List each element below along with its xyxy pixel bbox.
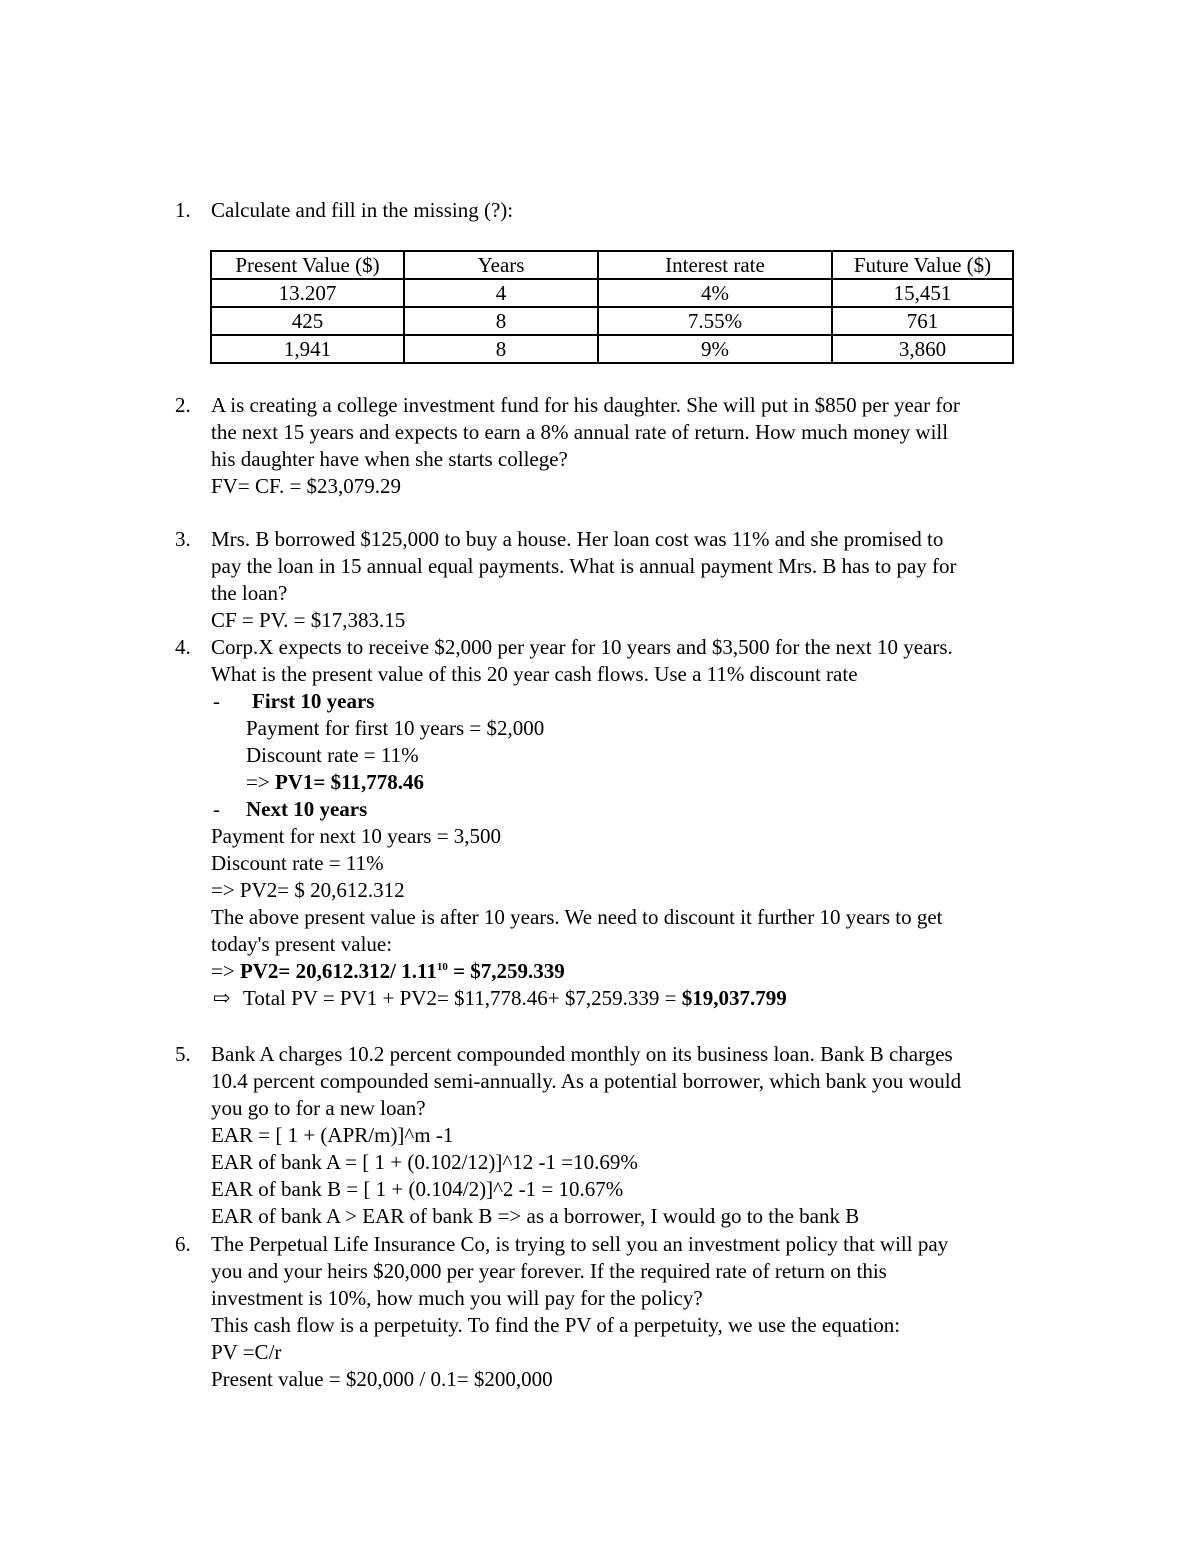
- q1-text: Calculate and fill in the missing (?):: [211, 198, 514, 222]
- q6-answer: Present value = $20,000 / 0.1= $200,000: [211, 1367, 553, 1391]
- total-pv-value: $19,037.799: [681, 986, 787, 1010]
- q2-answer: FV= CF. = $23,079.29: [211, 474, 402, 498]
- q5-formula: EAR = [ 1 + (APR/m)]^m -1: [211, 1123, 454, 1147]
- q6-line: you and your heirs $20,000 per year forever. If the required rate of return on this: [211, 1259, 887, 1283]
- table-header: Present Value ($): [211, 251, 404, 279]
- q5-line: Bank A charges 10.2 percent compounded monthly on its business loan. Bank B charges: [211, 1042, 953, 1066]
- q5-line: you go to for a new loan?: [211, 1096, 426, 1120]
- table-header: Years: [404, 251, 598, 279]
- table-header-row: [211, 251, 1013, 279]
- bullet-dash: -: [213, 797, 220, 821]
- q4-explain-line: today's present value:: [211, 932, 393, 956]
- pv1-value: PV1= $11,778.46: [274, 770, 424, 794]
- pv2-disc-formula: PV2= 20,612.312/ 1.11: [239, 959, 437, 983]
- q5-number: 5.: [175, 1042, 191, 1066]
- table-cell: 8: [404, 307, 598, 335]
- q2-number: 2.: [175, 393, 191, 417]
- bullet-dash: -: [213, 689, 220, 713]
- q6-number: 6.: [175, 1232, 191, 1256]
- q6-line: This cash flow is a perpetuity. To find the PV of a perpetuity, we use the equation:: [211, 1313, 901, 1337]
- total-pv-text: Total PV = PV1 + PV2= $11,778.46+ $7,259.339 =: [243, 986, 682, 1010]
- q5-line: 10.4 percent compounded semi-annually. As a potential borrower, which bank you would: [211, 1069, 962, 1093]
- q4-number: 4.: [175, 635, 191, 659]
- q5-conclusion: EAR of bank A > EAR of bank B => as a borrower, I would go to the bank B: [211, 1204, 860, 1228]
- q3-line: the loan?: [211, 581, 288, 605]
- pv2-disc-prefix: =>: [211, 959, 240, 983]
- total-pv-line: [213, 985, 787, 1012]
- table-cell: 9%: [598, 335, 832, 363]
- q3-answer: CF = PV. = $17,383.15: [211, 608, 406, 632]
- next-payment: Payment for next 10 years = 3,500: [211, 824, 502, 848]
- q2-line: the next 15 years and expects to earn a 8% annual rate of return. How much money will: [211, 420, 949, 444]
- table-cell: 13.207: [211, 279, 404, 307]
- q4-intro-line: Corp.X expects to receive $2,000 per year for 10 years and $3,500 for the next 10 years.: [211, 635, 953, 659]
- pv2-disc-exponent: 10: [436, 961, 448, 973]
- first-payment: Payment for first 10 years = $2,000: [246, 716, 545, 740]
- first-discount-rate: Discount rate = 11%: [246, 743, 419, 767]
- table-cell: 8: [404, 335, 598, 363]
- pv1-result: [246, 769, 424, 796]
- table-header: Future Value ($): [832, 251, 1013, 279]
- next-10-years-heading: Next 10 years: [246, 797, 368, 821]
- table-row: [211, 279, 1013, 307]
- first-10-years-heading: First 10 years: [252, 689, 375, 713]
- arrow-right-icon: ⇨: [213, 986, 231, 1010]
- q6-formula: PV =C/r: [211, 1340, 282, 1364]
- table-cell: 4: [404, 279, 598, 307]
- q2-line: his daughter have when she starts college?: [211, 447, 568, 471]
- pv2-disc-value: = $7,259.339: [447, 959, 565, 983]
- table-cell: 7.55%: [598, 307, 832, 335]
- table-cell: 4%: [598, 279, 832, 307]
- table-row: [211, 307, 1013, 335]
- table-header: Interest rate: [598, 251, 832, 279]
- q4-explain-line: The above present value is after 10 years. We need to discount it further 10 years to get: [211, 905, 943, 929]
- q6-line: investment is 10%, how much you will pay for the policy?: [211, 1286, 703, 1310]
- pv2-result: => PV2= $ 20,612.312: [211, 878, 405, 902]
- table-cell: 761: [832, 307, 1013, 335]
- value-table: [210, 250, 1014, 364]
- pv2-discounted: [211, 958, 565, 985]
- table-cell: 425: [211, 307, 404, 335]
- q6-line: The Perpetual Life Insurance Co, is trying to sell you an investment policy that will pay: [211, 1232, 949, 1256]
- pv1-prefix: =>: [246, 770, 275, 794]
- q5-ear-bank-a: EAR of bank A = [ 1 + (0.102/12)]^12 -1 =10.69%: [211, 1150, 638, 1174]
- table-cell: 15,451: [832, 279, 1013, 307]
- table-cell: 1,941: [211, 335, 404, 363]
- q4-intro-line: What is the present value of this 20 year cash flows. Use a 11% discount rate: [211, 662, 858, 686]
- table-row: [211, 335, 1013, 363]
- table-cell: 3,860: [832, 335, 1013, 363]
- q2-line: A is creating a college investment fund for his daughter. She will put in $850 per year for: [211, 393, 960, 417]
- q1-number: 1.: [175, 198, 191, 222]
- q3-number: 3.: [175, 527, 191, 551]
- q3-line: pay the loan in 15 annual equal payments. What is annual payment Mrs. B has to pay for: [211, 554, 957, 578]
- q5-ear-bank-b: EAR of bank B = [ 1 + (0.104/2)]^2 -1 = 10.67%: [211, 1177, 624, 1201]
- q3-line: Mrs. B borrowed $125,000 to buy a house. Her loan cost was 11% and she promised to: [211, 527, 944, 551]
- next-discount-rate: Discount rate = 11%: [211, 851, 384, 875]
